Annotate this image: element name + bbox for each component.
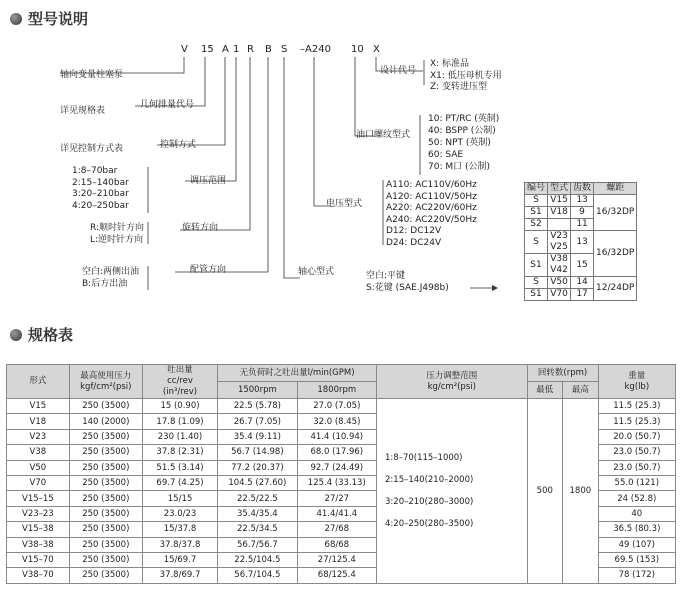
spec-cell: 15/15 <box>142 491 217 506</box>
spline-cell: V23 V25 <box>548 231 571 254</box>
spec-cell: 22.5 (5.78) <box>218 399 297 414</box>
spline-cell: S1 <box>525 254 548 277</box>
spec-cell: 125.4 (33.13) <box>297 475 376 490</box>
arrow-icon <box>492 285 498 291</box>
spec-cell: 250 (3500) <box>69 475 142 490</box>
spline-header: 螺距 <box>594 183 637 195</box>
spec-cell: 26.7 (7.05) <box>218 414 297 429</box>
spline-cell: S1 <box>525 289 548 301</box>
spec-cell: 140 (2000) <box>69 414 142 429</box>
label-shaft: 轴心型式 <box>298 267 335 277</box>
pressure-range-cell <box>377 399 528 584</box>
spec-cell: 250 (3500) <box>69 537 142 552</box>
spec-cell: 250 (3500) <box>69 460 142 475</box>
spec-weight-cell: 69.5 (153) <box>598 552 675 567</box>
header-displacement: 吐出量 cc/rev (in³/rev) <box>142 365 217 399</box>
pressure-range-item: 1:8–70(115–1000) <box>385 452 463 463</box>
label-pressure-range: 调压范围 <box>190 176 227 186</box>
spec-cell: 23.0/23 <box>142 506 217 521</box>
spline-cell: S1 <box>525 207 548 219</box>
header-min-rpm: 最低 <box>527 382 563 399</box>
spline-cell <box>548 219 571 231</box>
model-code-part: 10 <box>351 44 364 55</box>
spec-cell: 56.7 (14.98) <box>218 445 297 460</box>
spline-header: 型式 <box>548 183 571 195</box>
spline-row <box>525 231 637 254</box>
spline-row <box>525 277 637 289</box>
spec-cell: 250 (3500) <box>69 552 142 567</box>
spec-cell: V15–38 <box>7 522 70 537</box>
spec-cell: 17.8 (1.09) <box>142 414 217 429</box>
spec-cell: 37.8/69.7 <box>142 568 217 583</box>
voltage-options: A110: AC110V/60Hz A120: AC110V/50Hz A220: AC220V/60Hz A240: AC220V/50Hz D12: DC12V D24: DC24V <box>386 180 477 248</box>
spline-row <box>525 195 637 207</box>
spec-cell: V15 <box>7 399 70 414</box>
spline-table <box>524 182 637 301</box>
header-1800rpm: 1800rpm <box>297 382 376 399</box>
model-code-part: R <box>247 44 254 55</box>
spec-weight-cell: 36.5 (80.3) <box>598 522 675 537</box>
spline-cell: 13 <box>571 231 594 254</box>
section-title-spec: 规格表 <box>10 324 73 345</box>
spec-cell: V50 <box>7 460 70 475</box>
spec-cell: 22.5/22.5 <box>218 491 297 506</box>
min-rpm: 500 <box>527 399 563 584</box>
max-rpm: 1800 <box>563 399 599 584</box>
label-port: 配管方向 <box>190 265 227 275</box>
spec-cell: 250 (3500) <box>69 522 142 537</box>
spline-cell: S <box>525 195 548 207</box>
spec-cell: 35.4 (9.11) <box>218 429 297 444</box>
port-options: 空白:两侧出油 B:后方出油 <box>82 267 140 289</box>
spec-cell: 22.5/104.5 <box>218 552 297 567</box>
spec-cell: V18 <box>7 414 70 429</box>
spline-pitch: 16/32DP <box>594 195 637 231</box>
spec-cell: 104.5 (27.60) <box>218 475 297 490</box>
spec-cell: 32.0 (8.45) <box>297 414 376 429</box>
spec-row <box>7 399 676 414</box>
spec-weight-cell: 40 <box>598 506 675 521</box>
spec-weight-cell: 24 (52.8) <box>598 491 675 506</box>
pressure-range-item: 4:20–250(280–3500) <box>385 518 474 529</box>
spec-cell: 250 (3500) <box>69 445 142 460</box>
spline-header: 编号 <box>525 183 548 195</box>
spec-cell: 22.5/34.5 <box>218 522 297 537</box>
spec-table <box>6 364 676 584</box>
section-title-model: 型号说明 <box>10 8 88 29</box>
spec-weight-cell: 11.5 (25.3) <box>598 399 675 414</box>
spline-cell: V38 V42 <box>548 254 571 277</box>
spec-cell: 230 (1.40) <box>142 429 217 444</box>
spec-cell: V38–70 <box>7 568 70 583</box>
pressure-range-item: 2:15–140(210–2000) <box>385 474 474 485</box>
pressure-range-item: 3:20–210(280–3000) <box>385 496 474 507</box>
spec-cell: 27/125.4 <box>297 552 376 567</box>
model-code-part: V <box>181 44 188 55</box>
spec-cell: 68/68 <box>297 537 376 552</box>
label-design: 设计代号 <box>380 66 417 76</box>
header-max-rpm: 最高 <box>563 382 599 399</box>
spec-cell: 15/69.7 <box>142 552 217 567</box>
spec-cell: 56.7/104.5 <box>218 568 297 583</box>
spline-cell: 17 <box>571 289 594 301</box>
design-options: X: 标准品 X1: 低压母机专用 Z: 变转进压型 <box>430 59 502 92</box>
spec-weight-cell: 20.0 (50.7) <box>598 429 675 444</box>
pressure-options: 1:8–70bar 2:15–140bar 3:20–210bar 4:20–250bar <box>72 166 129 211</box>
spec-cell: 27/27 <box>297 491 376 506</box>
spec-cell: 77.2 (20.37) <box>218 460 297 475</box>
spline-cell: 9 <box>571 207 594 219</box>
spline-cell: V18 <box>548 207 571 219</box>
thread-options: 10: PT/RC (英制) 40: BSPP (公制) 50: NPT (英制) 60: SAE 70: M口 (公制) <box>428 114 500 172</box>
spline-cell: V70 <box>548 289 571 301</box>
spec-cell: V38 <box>7 445 70 460</box>
spec-cell: 15 (0.90) <box>142 399 217 414</box>
spline-cell: 14 <box>571 277 594 289</box>
spec-cell: 51.5 (3.14) <box>142 460 217 475</box>
header-max-pressure: 最高使用压力 kgf/cm²(psi) <box>69 365 142 399</box>
spec-cell: 68.0 (17.96) <box>297 445 376 460</box>
spec-cell: 41.4 (10.94) <box>297 429 376 444</box>
spec-cell: 41.4/41.4 <box>297 506 376 521</box>
spline-pitch: 16/32DP <box>594 231 637 277</box>
spec-cell: V15–70 <box>7 552 70 567</box>
model-code-part: –A240 <box>300 44 331 55</box>
rotation-options: R:顺时针方向 L:逆时针方向 <box>90 223 145 245</box>
spec-cell: 15/37.8 <box>142 522 217 537</box>
model-code-part: 15 <box>201 44 214 55</box>
model-code-part: B <box>265 44 272 55</box>
spec-cell: 250 (3500) <box>69 491 142 506</box>
spec-cell: 69.7 (4.25) <box>142 475 217 490</box>
model-code-part: S <box>281 44 288 55</box>
label-control-ref: 详见控制方式表 <box>60 144 124 154</box>
label-control: 控制方式 <box>160 140 197 150</box>
spec-cell: 27.0 (7.05) <box>297 399 376 414</box>
spline-cell: 11 <box>571 219 594 231</box>
spec-weight-cell: 11.5 (25.3) <box>598 414 675 429</box>
spline-header: 齿数 <box>571 183 594 195</box>
spec-cell: 27/68 <box>297 522 376 537</box>
label-thread: 油口螺纹型式 <box>356 130 411 140</box>
spec-cell: 37.8/37.8 <box>142 537 217 552</box>
spec-cell: 250 (3500) <box>69 506 142 521</box>
spline-cell: V50 <box>548 277 571 289</box>
spline-cell: 13 <box>571 195 594 207</box>
label-displacement: 几何排量代号 <box>140 100 195 110</box>
spec-cell: 250 (3500) <box>69 568 142 583</box>
spline-cell: V15 <box>548 195 571 207</box>
section-bullet-icon <box>10 329 22 341</box>
spec-weight-cell: 78 (172) <box>598 568 675 583</box>
spec-cell: 68/125.4 <box>297 568 376 583</box>
label-voltage: 电压型式 <box>326 199 363 209</box>
label-displacement-ref: 详见规格表 <box>60 106 106 116</box>
shaft-options: 空白:平键 S:花键 (SAE.J498b) <box>366 271 449 293</box>
spec-weight-cell: 23.0 (50.7) <box>598 445 675 460</box>
spec-cell: V70 <box>7 475 70 490</box>
header-no-load: 无负荷时之吐出量l/min(GPM) <box>218 365 377 382</box>
spec-weight-cell: 23.0 (50.7) <box>598 460 675 475</box>
spline-cell: S <box>525 231 548 254</box>
spec-cell: 250 (3500) <box>69 399 142 414</box>
spec-cell: 56.7/56.7 <box>218 537 297 552</box>
spec-cell: V38–38 <box>7 537 70 552</box>
header-weight: 重量 kg(lb) <box>598 365 675 399</box>
model-code-part: A <box>222 44 229 55</box>
spec-cell: V23 <box>7 429 70 444</box>
header-speed: 回转数(rpm) <box>527 365 598 382</box>
spec-cell: V23–23 <box>7 506 70 521</box>
model-code-part: 1 <box>233 44 240 55</box>
header-pressure-adj: 压力调整范围 kg/cm²(psi) <box>377 365 528 399</box>
spec-weight-cell: 55.0 (121) <box>598 475 675 490</box>
header-form: 形式 <box>7 365 70 399</box>
spec-cell: 250 (3500) <box>69 429 142 444</box>
spec-weight-cell: 49 (107) <box>598 537 675 552</box>
header-1500rpm: 1500rpm <box>218 382 297 399</box>
label-series: 轴向变量柱塞泵 <box>60 70 124 80</box>
spline-cell: S <box>525 277 548 289</box>
spline-cell: 15 <box>571 254 594 277</box>
spec-cell: 92.7 (24.49) <box>297 460 376 475</box>
spec-cell: 37.8 (2.31) <box>142 445 217 460</box>
spec-cell: V15–15 <box>7 491 70 506</box>
model-code-part: X <box>373 44 380 55</box>
spline-cell: S2 <box>525 219 548 231</box>
spec-cell: 35.4/35.4 <box>218 506 297 521</box>
spline-pitch: 12/24DP <box>594 277 637 301</box>
label-rotation: 旋转方向 <box>182 223 219 233</box>
